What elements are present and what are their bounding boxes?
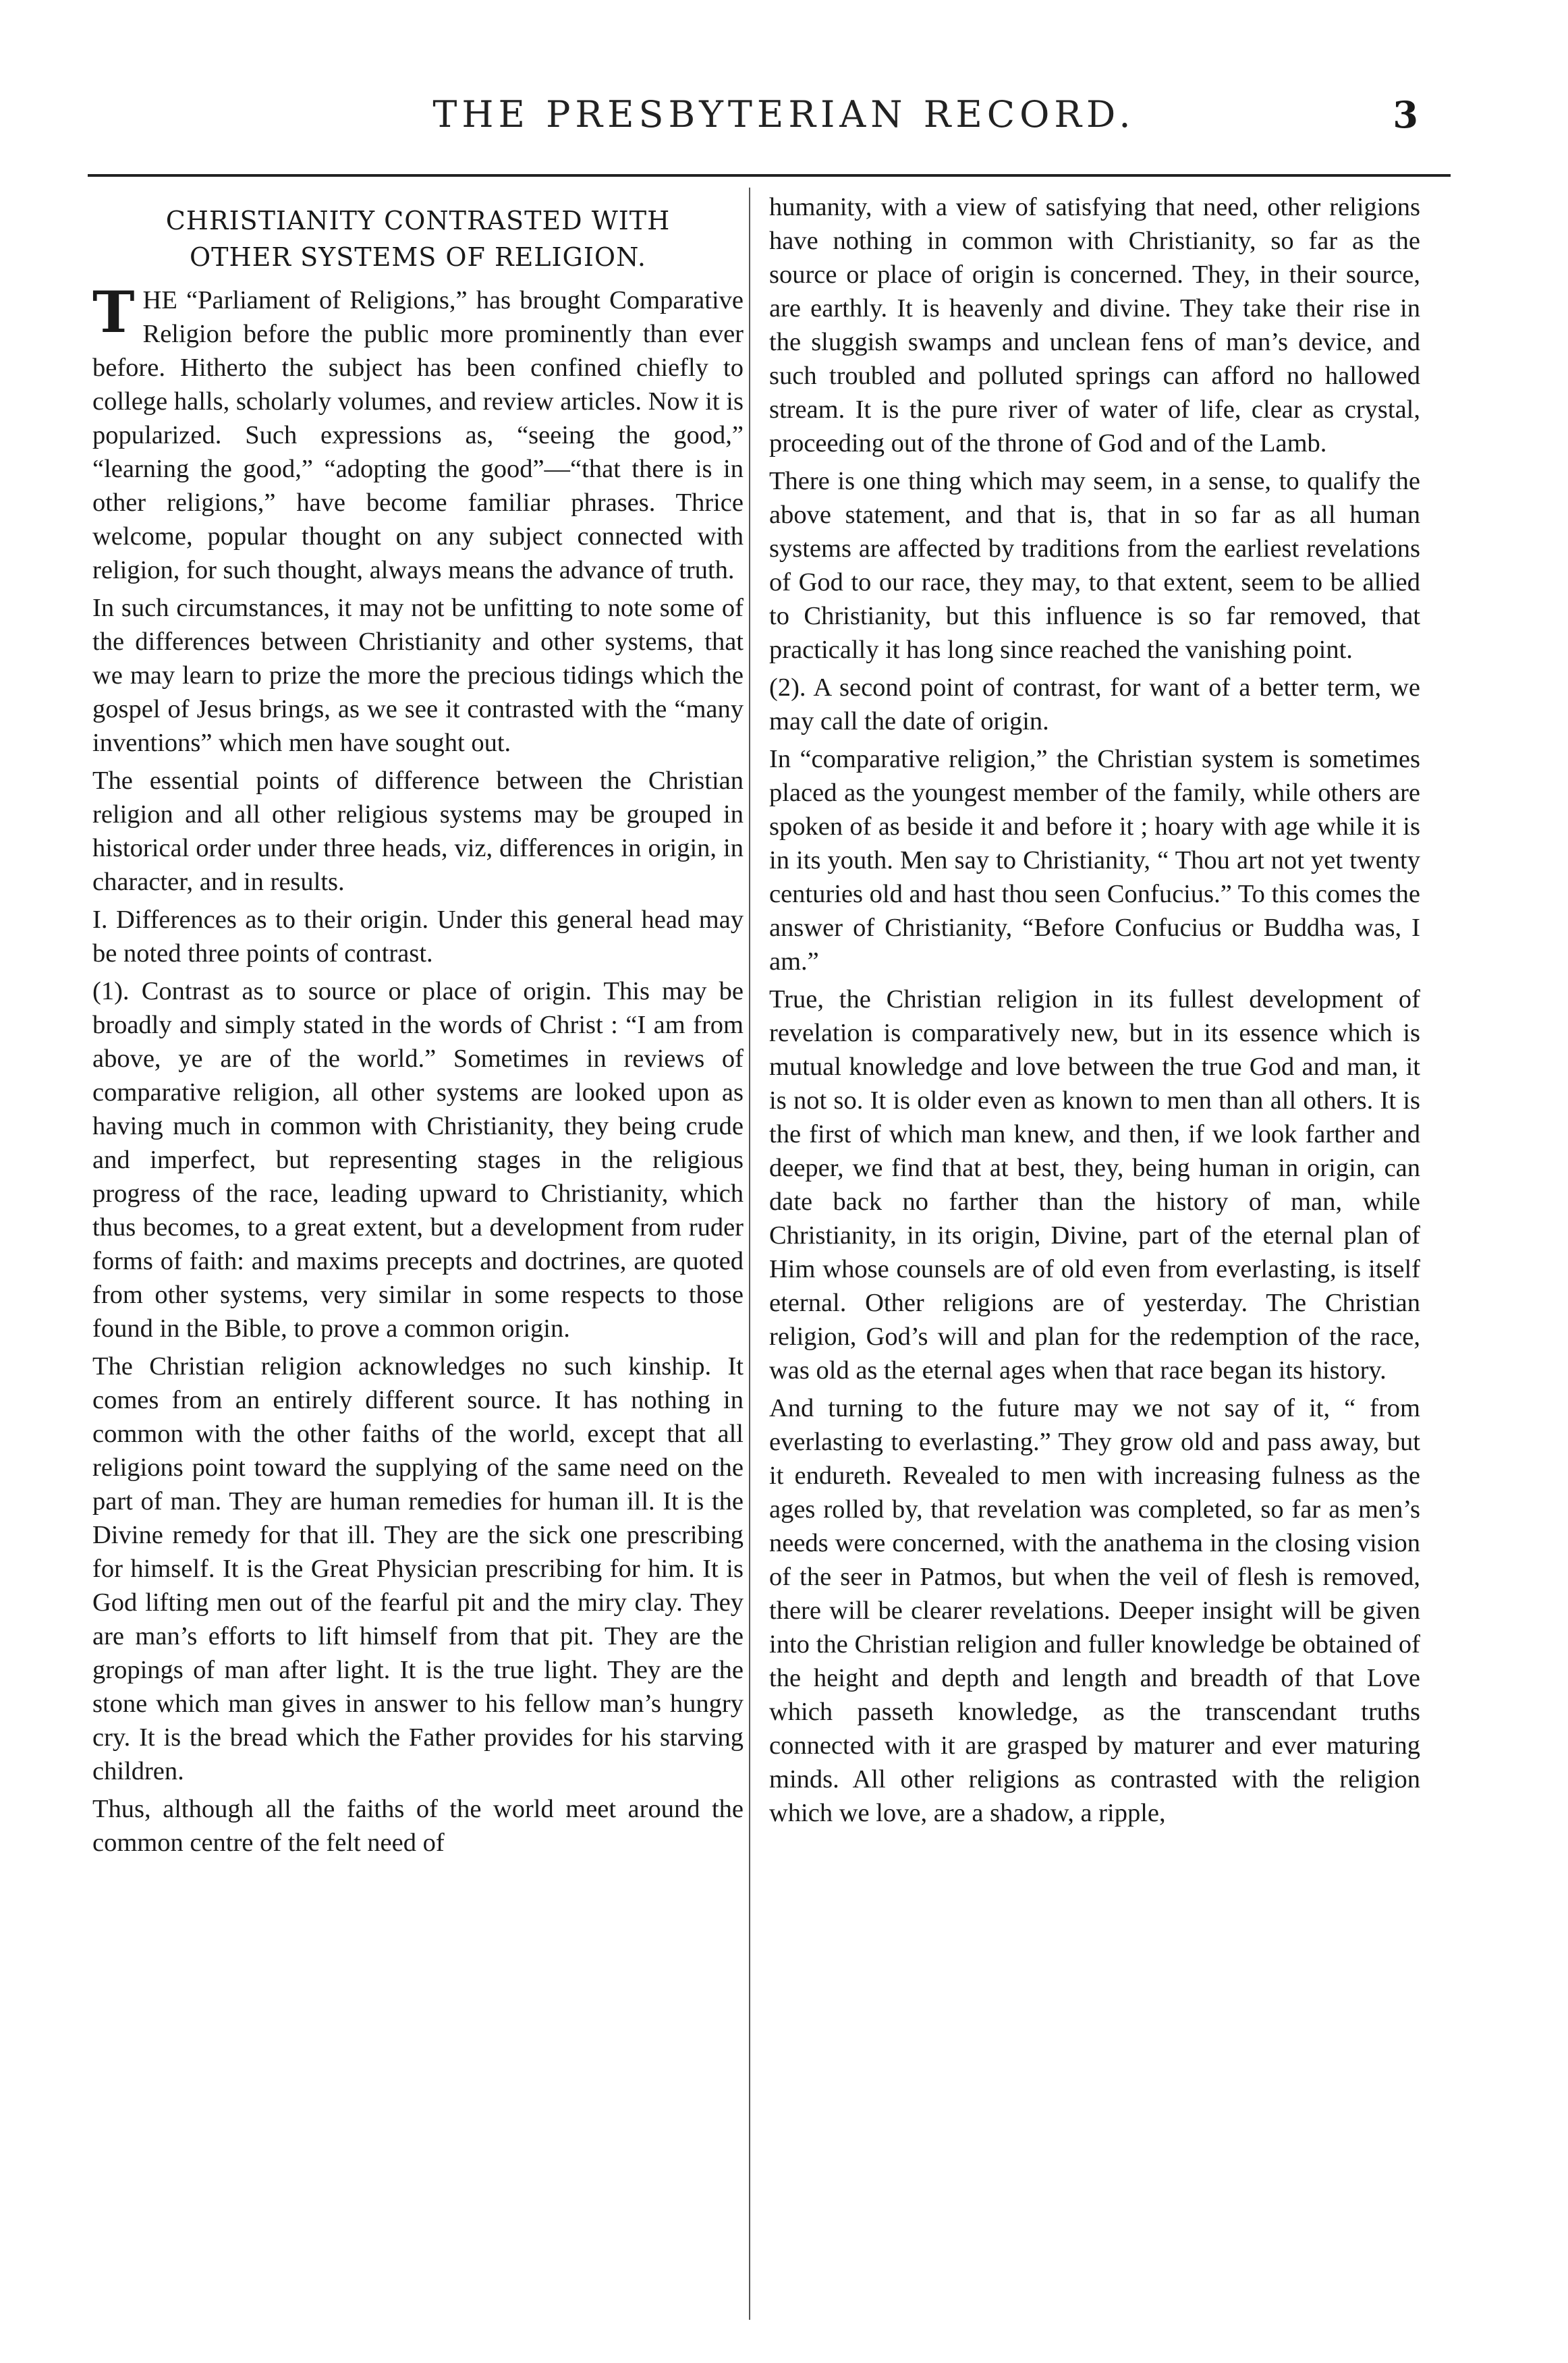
running-head: [0, 94, 1568, 148]
article-title: [92, 202, 744, 275]
paragraph: Thus, although all the faiths of the world meet around the common centre of the felt need of: [92, 1795, 744, 1857]
paragraph: (1). Contrast as to source or place of origin. This may be broadly and simply stated in the words of Christ : “I am from above, ye are of the world.” Sometimes in reviews of comparative religion, all other systems are looked upon as having much in common with Christianity, they being crude and imperfect, but representing stages in the religious progress of the race, leading upward to Christianity, which thus becomes, to a great extent, but a development from ruder forms of faith: and maxims precepts and doctrines, are quoted from other systems, very similar in some respects to those found in the Bible, to prove a common origin.: [92, 977, 744, 1343]
column-rule: [749, 188, 750, 2320]
paragraph-text: HE “Parliament of Religions,” has brought Comparative Religion before the public more prominently than ever before. Hitherto the subject has been confined chiefly to college halls, scholarly volumes, and review articles. Now it is popularized. Such expressions as, “seeing the good,” “learning the good,” “adopting the good”—“that there is in other religions,” have become familiar phrases. Thrice welcome, popular thought on any subject connected with religion, for such thought, always means the advance of truth.: [92, 286, 744, 584]
running-title: THE PRESBYTERIAN RECORD.: [432, 93, 1136, 136]
paragraph: In “comparative religion,” the Christian system is sometimes placed as the youngest member of the family, while others are spoken of as beside it and before it ; hoary with age while it is in its youth. Men say to Christianity, “ Thou art not yet twenty centuries old and hast thou seen Confucius.” To this comes the answer of Christianity, “Before Confucius or Buddha was, I am.”: [769, 745, 1420, 976]
paragraph: The Christian religion acknowledges no such kinship. It comes from an entirely different source. It has nothing in common with the other faiths of the world, except that all religions point toward the supplying of the same need on the part of man. They are human remedies for human ill. It is the Divine remedy for that ill. They are the sick one prescribing for himself. It is the Great Physician prescribing for him. It is God lifting men out of the fearful pit and the miry clay. They are man’s efforts to lift himself from that pit. They are the gropings of man after light. It is the true light. They are the stone which man gives in answer to his fellow man’s hungry cry. It is the bread which the Father provides for his starving children.: [92, 1352, 744, 1785]
article-title-line1: CHRISTIANITY CONTRASTED WITH: [165, 206, 671, 235]
paragraph: And turning to the future may we not say of it, “ from everlasting to everlasting.” They grow old and pass away, but it endureth. Revealed to men with increasing fulness as the ages rolled by, that revelation was completed, so far as men’s needs were concerned, with the anathema in the closing vision of the seer in Patmos, but when the veil of flesh is removed, there will be clearer revelations. Deeper insight will be given into the Christian religion and fuller knowledge be obtained of the height and depth and length and breadth of that Love which passeth knowledge, as the transcendant truths connected with it are grasped by maturer and ever maturing minds. All other religions as contrasted with the religion which we love, are a shadow, a ripple,: [769, 1394, 1420, 1827]
paragraph: The essential points of difference between the Christian religion and all other religious systems may be grouped in historical order under three heads, viz, differences in origin, in character, and in results.: [92, 767, 744, 896]
paragraph: In such circumstances, it may not be unfitting to note some of the differences between Christianity and other systems, that we may learn to prize the more the precious tidings which the gospel of Jesus brings, as we see it contrasted with the “many inventions” which men have sought out.: [92, 594, 744, 757]
page-number: 3: [1393, 93, 1418, 136]
article-title-line2: OTHER SYSTEMS OF RELIGION.: [190, 242, 646, 272]
paragraph: True, the Christian religion in its fullest development of revelation is comparatively new, but in its essence which is mutual knowledge and love between the true God and man, it is not so. It is older even as known to men than all others. It is the first of which man knew, and then, if we look farther and deeper, we find that at best, they, being human in origin, can date back no farther than the history of man, while Christianity, in its origin, Divine, part of the eternal plan of Him whose counsels are of old even from everlasting, is itself eternal. Other religions are of yesterday. The Christian religion, God’s will and plan for the redemption of the race, was old as the eternal ages when that race began its history.: [769, 985, 1420, 1385]
drop-cap: T: [92, 279, 135, 345]
header-rule: [88, 174, 1451, 177]
paragraph: [92, 279, 744, 587]
paragraph: There is one thing which may seem, in a sense, to qualify the above statement, and that is, that in so far as all human systems are affected by traditions from the earliest revelations of God to our race, they may, to that extent, seem to be allied to Christianity, but this influence is so far removed, that practically it has long since reached the vanishing point.: [769, 467, 1420, 664]
left-column: [92, 190, 744, 1860]
paragraph: I. Differences as to their origin. Under this general head may be noted three points of contrast.: [92, 906, 744, 968]
right-column: [769, 190, 1420, 1830]
paragraph: humanity, with a view of satisfying that need, other religions have nothing in common with Christianity, so far as the source or place of origin is concerned. They, in their source, are earthly. It is heavenly and divine. They take their rise in the sluggish swamps and unclean fens of man’s device, and such troubled and polluted springs can afford no hallowed stream. It is the pure river of water of life, clear as crystal, proceeding out of the throne of God and of the Lamb.: [769, 193, 1420, 457]
paragraph: (2). A second point of contrast, for want of a better term, we may call the date of origin.: [769, 673, 1420, 735]
